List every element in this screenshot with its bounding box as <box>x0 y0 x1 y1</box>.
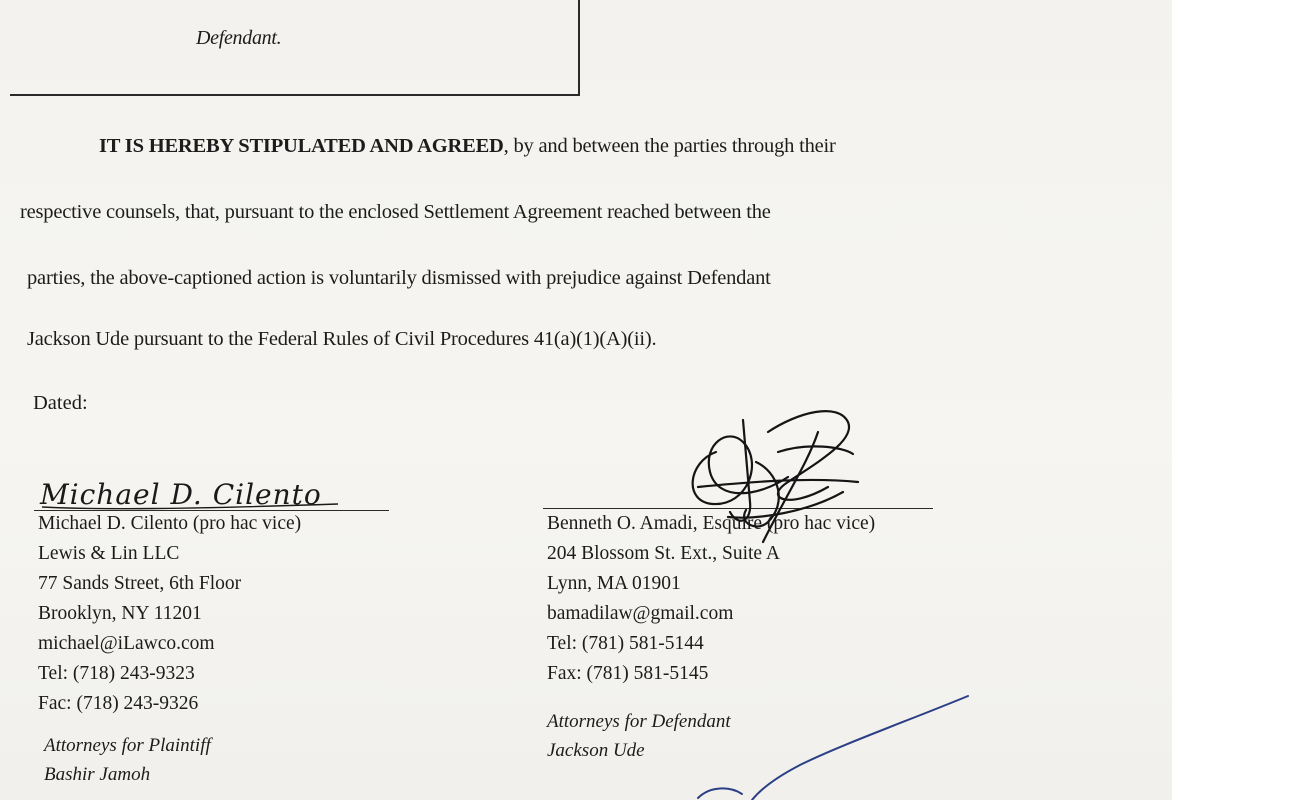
plaintiff-counsel-tel: Tel: (718) 243-9323 <box>38 663 195 684</box>
defendant-signature-scribble <box>668 392 908 592</box>
defendant-counsel-fax: Fax: (781) 581-5145 <box>547 663 709 684</box>
stipulation-line-1 <box>99 135 836 158</box>
plaintiff-counsel-name: Michael D. Cilento (pro hac vice) <box>38 513 302 534</box>
defendant-counsel-street: 204 Blossom St. Ext., Suite A <box>547 543 780 564</box>
stipulation-line-4: Jackson Ude pursuant to the Federal Rules of Civil Procedures 41(a)(1)(A)(ii). <box>27 328 657 350</box>
plaintiff-counsel-street: 77 Sands Street, 6th Floor <box>38 573 242 594</box>
plaintiff-signature <box>38 474 358 514</box>
stipulation-lead: IT IS HEREBY STIPULATED AND AGREED <box>99 135 504 157</box>
plaintiff-role-title: Attorneys for Plaintiff <box>44 735 211 756</box>
plaintiff-role <box>44 731 211 789</box>
defendant-counsel-name: Benneth O. Amadi, Esquire (pro hac vice) <box>547 513 876 534</box>
caption-box <box>10 0 580 96</box>
stipulation-line-2: respective counsels, that, pursuant to the enclosed Settlement Agreement reached between the <box>20 201 771 223</box>
plaintiff-client-name: Bashir Jamoh <box>44 764 151 785</box>
blue-ink-stroke <box>690 690 990 800</box>
plaintiff-counsel-firm: Lewis & Lin LLC <box>38 543 180 564</box>
plaintiff-counsel-block <box>38 509 301 719</box>
stipulation-line-1-rest: , by and between the parties through their <box>503 135 836 157</box>
defendant-client-name: Jackson Ude <box>547 740 645 761</box>
defendant-counsel-tel: Tel: (781) 581-5144 <box>547 633 704 654</box>
dated-label: Dated: <box>33 392 88 414</box>
plaintiff-counsel-city: Brooklyn, NY 11201 <box>38 603 202 624</box>
plaintiff-counsel-email: michael@iLawco.com <box>38 633 215 654</box>
defendant-role-title: Attorneys for Defendant <box>547 711 731 732</box>
caption-party-label: Defendant. <box>196 27 282 49</box>
stipulation-line-3: parties, the above-captioned action is voluntarily dismissed with prejudice against Defendant <box>27 267 771 289</box>
defendant-counsel-city: Lynn, MA 01901 <box>547 573 681 594</box>
plaintiff-counsel-fax: Fac: (718) 243-9326 <box>38 693 199 714</box>
defendant-counsel-email: bamadilaw@gmail.com <box>547 603 734 624</box>
page-right-margin <box>1172 0 1290 800</box>
svg-text:Michael D. Cilento: Michael D. Cilento <box>40 478 322 511</box>
